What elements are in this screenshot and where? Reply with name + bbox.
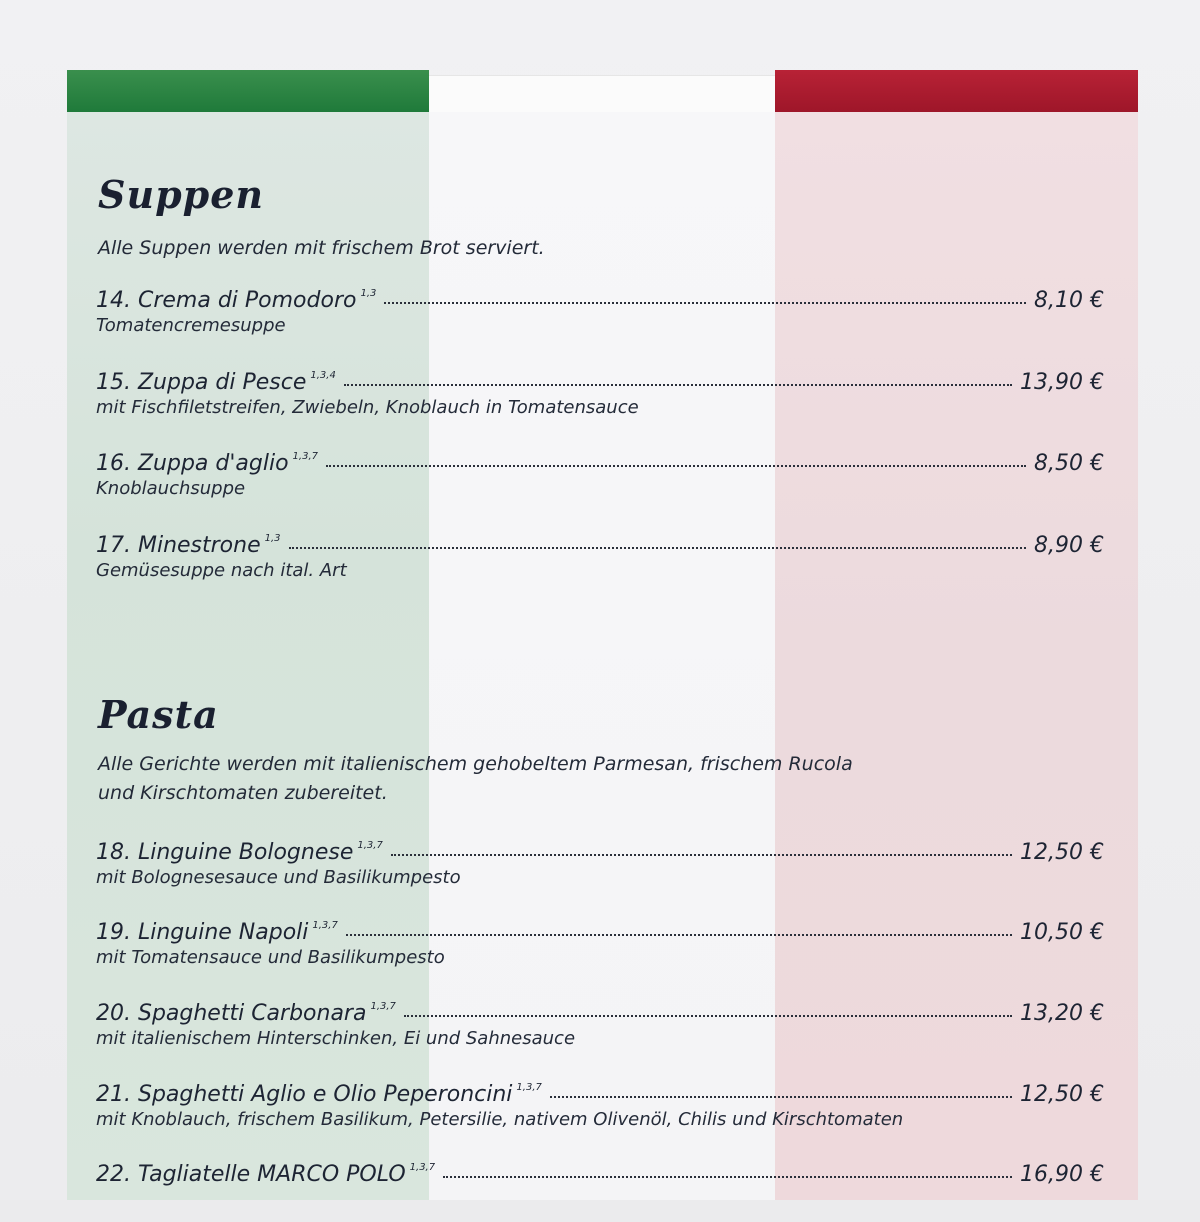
menu-item	[96, 288, 1104, 348]
flag-white-stripe	[429, 75, 775, 113]
item-allergens: 1,3	[264, 533, 281, 544]
item-allergens: 1,3,7	[409, 1162, 436, 1173]
item-description: mit Tomatensauce und Basilikumpesto	[96, 947, 445, 968]
item-allergens: 1,3,7	[357, 840, 383, 851]
item-name: 21. Spaghetti Aglio e Olio Peperoncini	[96, 1082, 513, 1107]
section-note-pasta-line2: und Kirschtomaten zubereitet.	[98, 782, 388, 804]
item-price: 12,50 €	[1020, 840, 1104, 865]
item-description: Gemüsesuppe nach ital. Art	[96, 560, 347, 581]
flag-green-stripe	[67, 70, 429, 112]
item-name: 16. Zuppa d'aglio	[96, 451, 289, 476]
section-title-soups: Suppen	[98, 172, 265, 217]
menu-item	[96, 1162, 1104, 1222]
item-price: 8,10 €	[1034, 288, 1104, 313]
item-price: 8,50 €	[1034, 451, 1104, 476]
item-allergens: 1,3,7	[292, 451, 318, 462]
dot-leader	[384, 302, 1026, 304]
item-description: mit Fischfiletstreifen, Zwiebeln, Knoblauch in Tomatensauce	[96, 397, 639, 418]
item-name: 17. Minestrone	[96, 533, 261, 558]
item-description: mit Bolognesesauce und Basilikumpesto	[96, 867, 461, 888]
item-description: mit italienischem Hinterschinken, Ei und Sahnesauce	[96, 1028, 576, 1049]
section-note-pasta	[98, 750, 918, 808]
item-name: 22. Tagliatelle MARCO POLO	[96, 1162, 406, 1187]
dot-leader	[550, 1096, 1012, 1098]
dot-leader	[289, 547, 1026, 549]
item-name: 18. Linguine Bolognese	[96, 840, 354, 865]
menu-item	[96, 1001, 1104, 1061]
menu-item	[96, 370, 1104, 430]
italian-flag-bar	[67, 70, 1138, 112]
menu-item	[96, 451, 1104, 511]
section-note-pasta-line1: Alle Gerichte werden mit italienischem gehobeltem Parmesan, frischem Rucola	[98, 753, 853, 775]
dot-leader	[443, 1176, 1012, 1178]
item-price: 13,90 €	[1020, 370, 1104, 395]
menu-item	[96, 920, 1104, 980]
item-price: 8,90 €	[1034, 533, 1104, 558]
item-price: 12,50 €	[1020, 1082, 1104, 1107]
item-description: mit Knoblauch, frischem Basilikum, Petersilie, nativem Olivenöl, Chilis und Kirschtomaten	[96, 1109, 904, 1130]
item-description: Tomatencremesuppe	[96, 315, 286, 336]
item-name: 19. Linguine Napoli	[96, 920, 309, 945]
dot-leader	[326, 465, 1026, 467]
item-name: 15. Zuppa di Pesce	[96, 370, 307, 395]
item-price: 10,50 €	[1020, 920, 1104, 945]
dot-leader	[344, 384, 1012, 386]
item-allergens: 1,3,7	[516, 1082, 542, 1093]
item-price: 13,20 €	[1020, 1001, 1104, 1026]
menu-item	[96, 533, 1104, 593]
menu-item	[96, 840, 1104, 900]
item-price: 16,90 €	[1020, 1162, 1104, 1187]
dot-leader	[391, 854, 1012, 856]
section-title-pasta: Pasta	[98, 692, 219, 737]
section-note-soups: Alle Suppen werden mit frischem Brot serviert.	[98, 237, 545, 259]
item-allergens: 1,3	[360, 288, 377, 299]
menu-item	[96, 1082, 1104, 1142]
dot-leader	[346, 934, 1012, 936]
item-allergens: 1,3,4	[310, 370, 336, 381]
flag-red-stripe	[775, 70, 1138, 112]
item-allergens: 1,3,7	[312, 920, 338, 931]
dot-leader	[404, 1015, 1012, 1017]
item-allergens: 1,3,7	[370, 1001, 396, 1012]
item-description: Knoblauchsuppe	[96, 478, 246, 499]
item-name: 14. Crema di Pomodoro	[96, 288, 357, 313]
item-name: 20. Spaghetti Carbonara	[96, 1001, 367, 1026]
